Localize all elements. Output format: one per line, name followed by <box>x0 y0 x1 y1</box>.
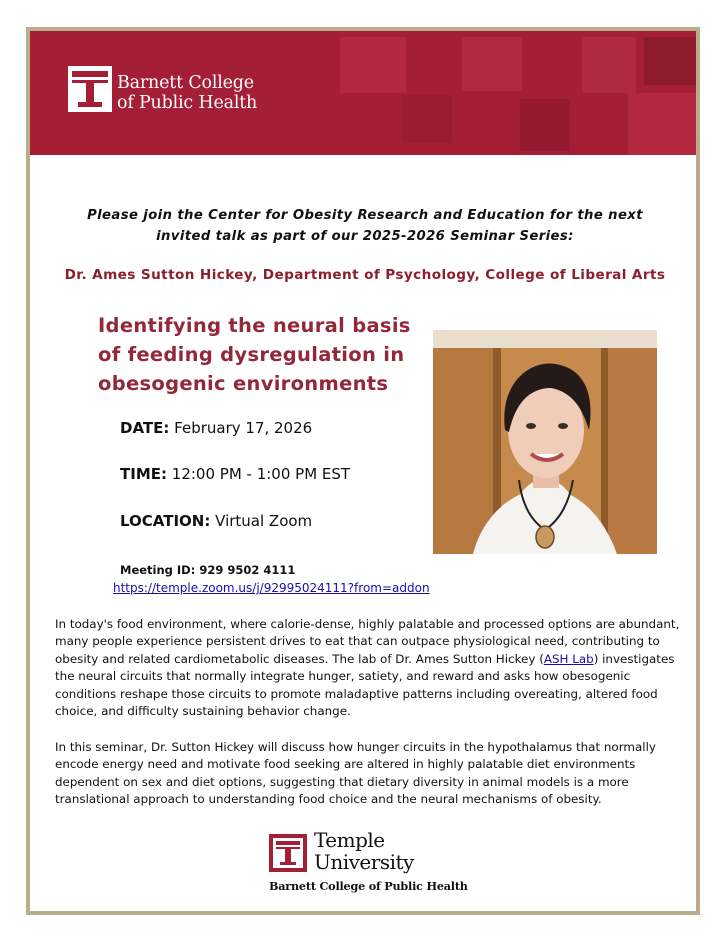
date-value: February 17, 2026 <box>174 419 313 437</box>
college-name-line1: Barnett College <box>117 73 254 93</box>
temple-t-logo <box>68 66 112 112</box>
footer-college: Barnett College of Public Health <box>269 879 468 893</box>
banner-square <box>462 37 522 91</box>
time-label: TIME: <box>120 465 167 483</box>
temple-university-name <box>314 829 414 873</box>
banner-square <box>582 37 636 93</box>
college-name-line2: of Public Health <box>117 93 258 113</box>
location-line <box>120 512 312 530</box>
banner-square <box>520 99 570 151</box>
footer-name-line2: University <box>314 850 414 874</box>
location-value: Virtual Zoom <box>215 512 313 530</box>
date-label: DATE: <box>120 419 170 437</box>
college-name <box>117 73 257 113</box>
date-line <box>120 419 312 437</box>
time-line <box>120 465 350 483</box>
meeting-id: Meeting ID: 929 9502 4111 <box>120 563 296 577</box>
description-paragraph-2: In this seminar, Dr. Sutton Hickey will discuss how hunger circuits in the hypothalamus that normally encode energy need and motivate food seeking are altered in highly palatable diet environments dependent on sex and diet options, suggesting that dietary diversity in animal models is a more translational approach to understanding food choice and the neural mechanisms of obesity. <box>55 740 656 807</box>
paragraph1-text-b: ) investigates the neural circuits that normally integrate hunger, satiety, and reward and asks how obesogenic conditions reshape those circuits to promote maladaptive patterns including overeating, altered food choice, and difficulty sustaining behavior change. <box>55 651 675 719</box>
invitation-text: Please join the Center for Obesity Research and Education for the next invited talk as part of our 2025-2026 Seminar Series: <box>87 208 643 244</box>
description-paragraph-1 <box>55 616 680 720</box>
temple-footer-logo <box>269 834 307 872</box>
banner-square <box>644 37 696 85</box>
banner-square <box>402 95 452 143</box>
speaker-photo <box>433 330 657 554</box>
location-label: LOCATION: <box>120 512 211 530</box>
talk-title: Identifying the neural basis of feeding dysregulation in obesogenic environments <box>98 314 411 395</box>
header-banner <box>30 31 696 155</box>
time-value: 12:00 PM - 1:00 PM EST <box>171 465 351 483</box>
zoom-link[interactable]: https://temple.zoom.us/j/92995024111?from=addon <box>113 581 430 595</box>
speaker-line: Dr. Ames Sutton Hickey, Department of Psychology, College of Liberal Arts <box>64 267 666 283</box>
ash-lab-link[interactable]: ASH Lab <box>543 651 594 666</box>
banner-square <box>628 93 696 155</box>
banner-square <box>340 37 406 93</box>
flyer-frame <box>26 27 700 915</box>
paragraph1-text-a: In today's food environment, where calorie-dense, highly palatable and processed options are abundant, many people experience persistent drives to eat that can outpace physiological need, contributing to obesity and related cardiometabolic diseases. The lab of Dr. Ames Sutton Hickey ( <box>55 617 680 666</box>
footer-name-line1: Temple <box>314 828 385 852</box>
